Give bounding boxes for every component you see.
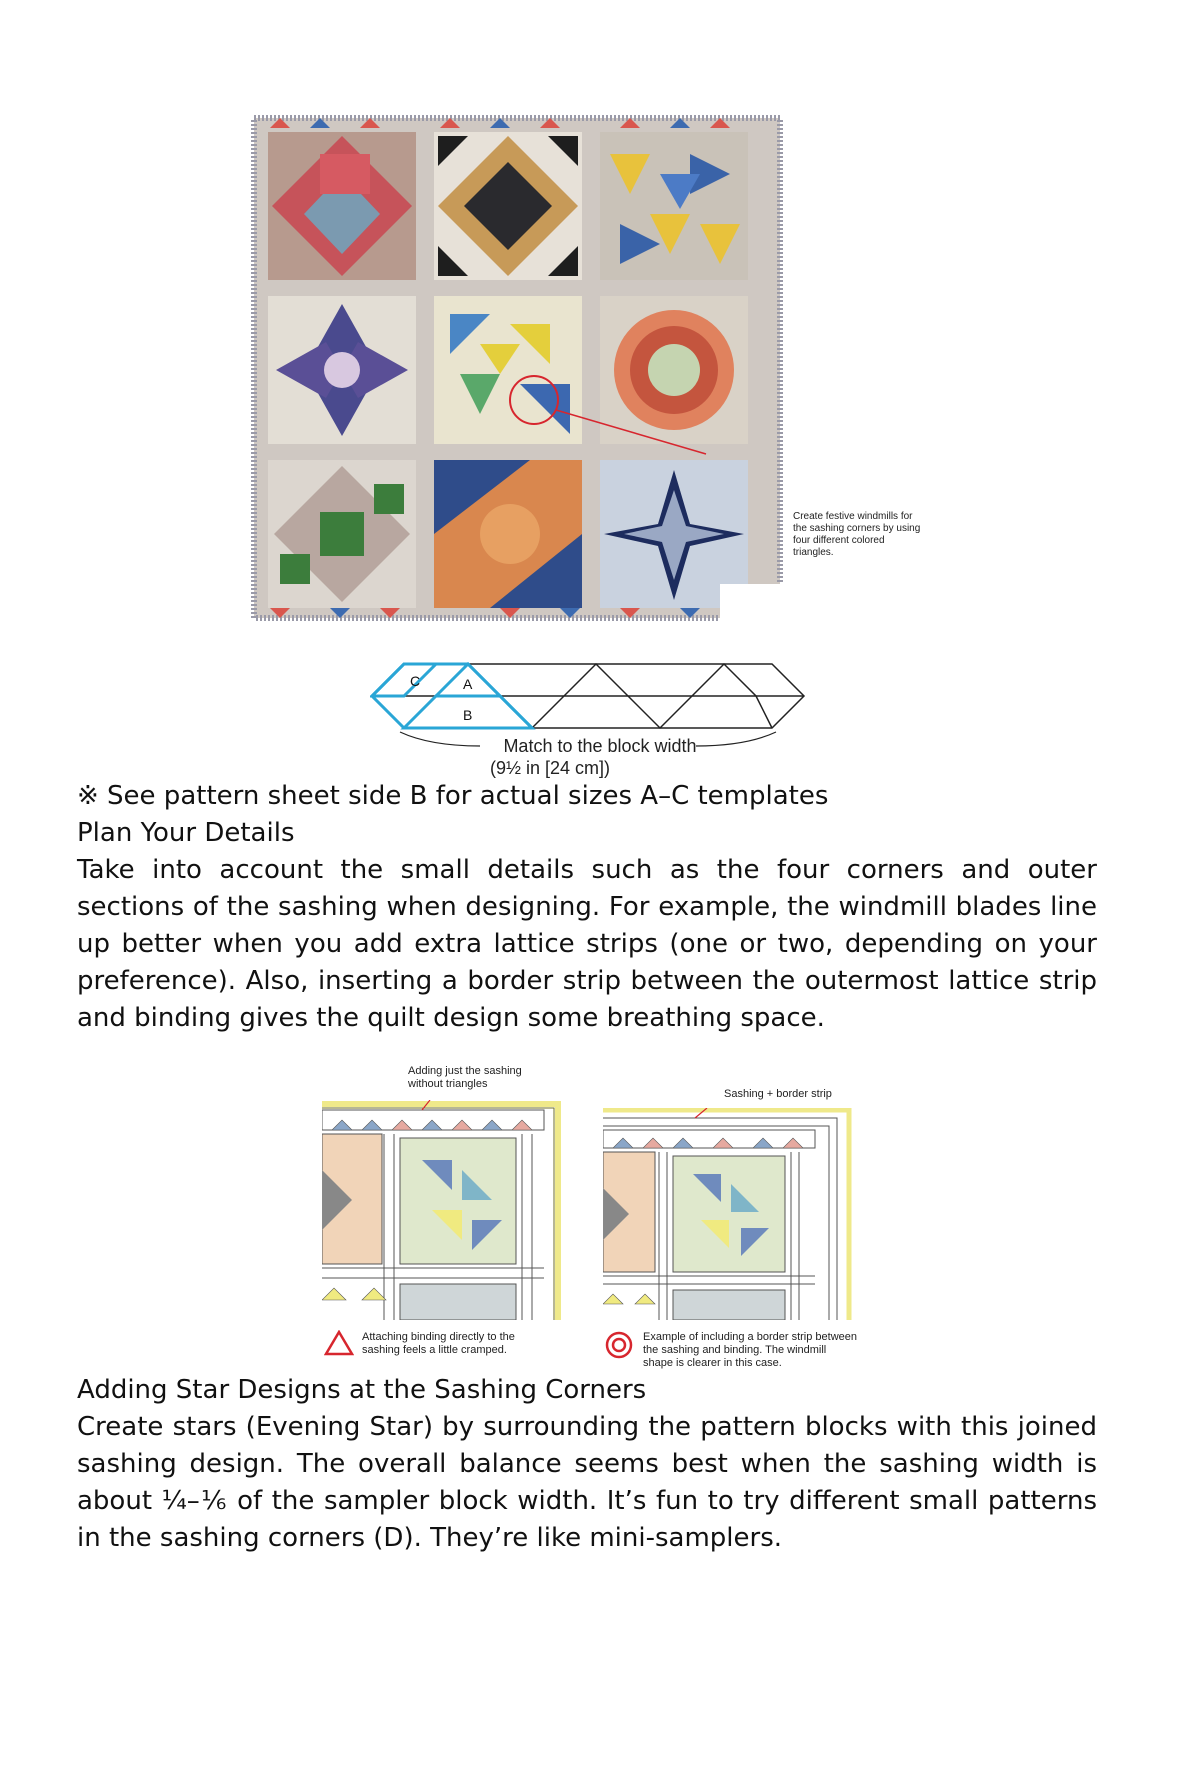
template-letters <box>370 660 810 730</box>
template-letter-a: A <box>463 676 473 692</box>
left-diagram-bottom-label: Attaching binding directly to the sashing feels a little cramped. <box>362 1331 515 1356</box>
paragraph-star-designs: Create stars (Evening Star) by surrounding the pattern blocks with this joined sashing design. The overall balance seems best when the sashing width is about ¼–⅙ of the sampler block width. It’s fun to try different small patterns in the sashing corners (D). They’re like mini-samplers. <box>77 1412 1097 1553</box>
quilt-photo-art <box>250 114 790 624</box>
section-heading-plan-details: Plan Your Details <box>77 818 295 848</box>
left-diagram-art <box>322 1100 562 1320</box>
template-caption-line2: (9½ in [24 cm]) <box>489 758 611 778</box>
cramped-triangle-icon <box>324 1330 354 1356</box>
left-diagram <box>322 1100 562 1320</box>
section-heading-star-designs: Adding Star Designs at the Sashing Corners <box>77 1375 647 1405</box>
template-letter-c: C <box>410 673 421 689</box>
right-diagram-bottom-label: Example of including a border strip between the sashing and binding. The windmill shape is clearer in this case. <box>643 1331 858 1369</box>
templates-note: ※ See pattern sheet side B for actual sizes A–C templates <box>77 781 829 811</box>
right-diagram-top-label: Sashing + border strip <box>724 1088 832 1100</box>
double-circle-icon <box>604 1330 634 1360</box>
right-diagram <box>603 1108 853 1320</box>
template-letter-b: B <box>463 707 473 723</box>
paragraph-plan-details: Take into account the small details such as the four corners and outer sections of the sashing when designing. For example, the windmill blades line up better when you add extra lattice strips (one or two, depending on your preference). Also, inserting a border strip between the outermost lattice strip and binding gives the quilt design some breathing space. <box>77 855 1097 1033</box>
quilt-photo <box>250 114 790 624</box>
right-diagram-art <box>603 1108 853 1320</box>
template-caption-line1: Match to the block width <box>503 736 697 756</box>
photo-callout: Create festive windmills for the sashing corners by using four different colored triangles. <box>793 511 921 558</box>
left-diagram-top-label: Adding just the sashing without triangles <box>408 1065 522 1090</box>
